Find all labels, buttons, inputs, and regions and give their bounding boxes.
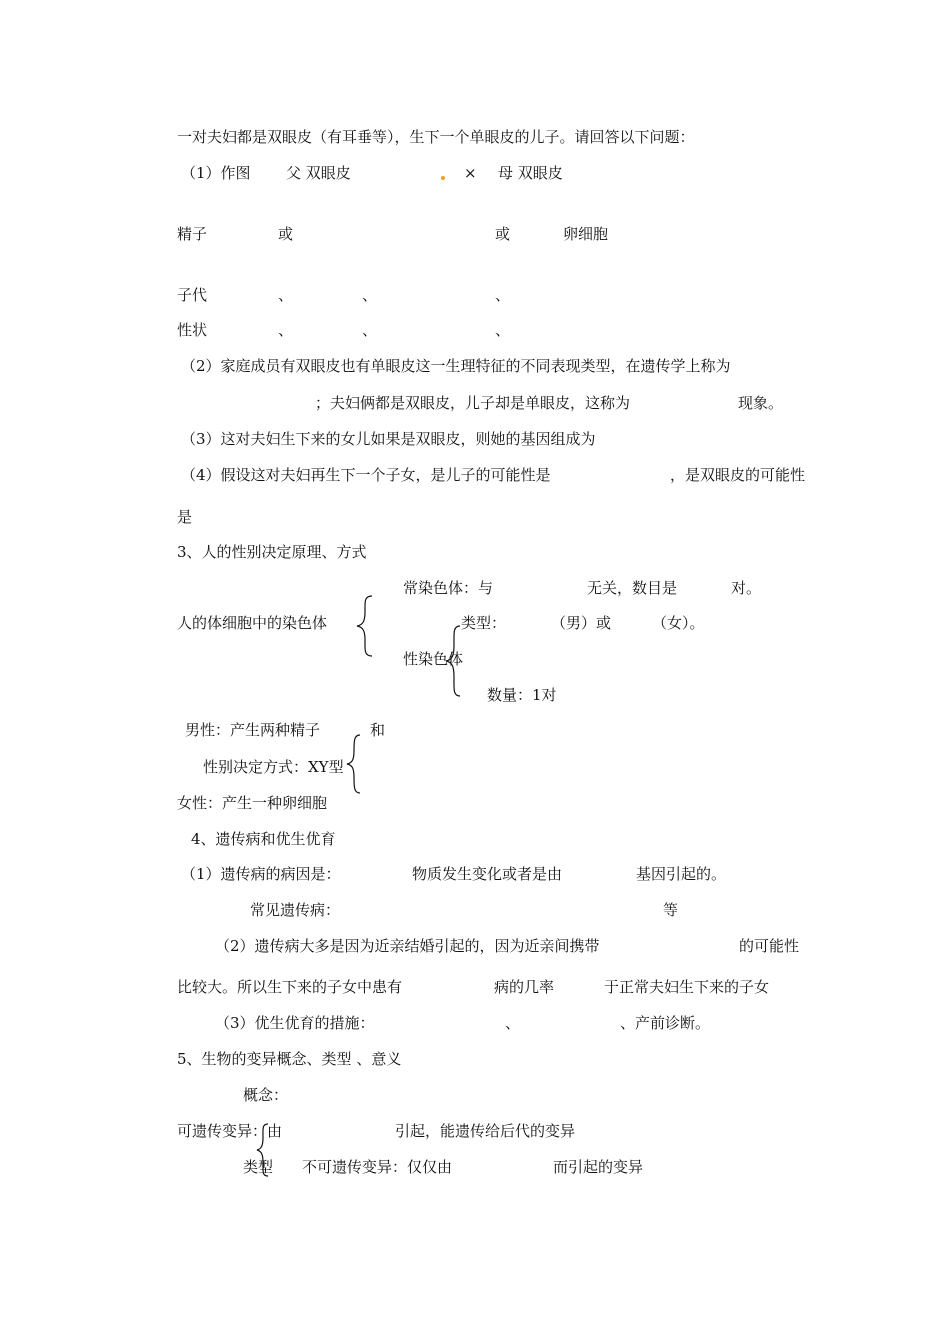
q3-text: （3）这对夫妇生下来的女儿如果是双眼皮，则她的基因组成为	[181, 430, 596, 448]
q1-label: （1）作图	[181, 164, 251, 182]
intro-text: 一对夫妇都是双眼皮（有耳垂等），生下一个单眼皮的儿子。请回答以下问题：	[177, 128, 695, 146]
offspring-label: 子代	[177, 286, 208, 304]
male-label: （男）或	[551, 614, 612, 632]
d2-text-line2: 比较大。所以生下来的子女中患有	[177, 978, 403, 996]
section-4-heading: 4、遗传病和优生优育	[191, 830, 336, 848]
q2-text-end: 现象。	[738, 394, 784, 412]
sperm-label: 精子	[177, 225, 208, 243]
separator: 、	[362, 321, 378, 339]
egg-label: 卵细胞	[563, 225, 609, 243]
sex-chromosome-label: 性染色体	[403, 650, 464, 668]
or-label: 或	[495, 225, 511, 243]
nonheritable-variation-text: 不可遗传变异：仅仅由	[302, 1158, 453, 1176]
d2-text-cont: 的可能性	[739, 937, 800, 955]
curly-brace-icon	[344, 733, 364, 795]
separator: 、	[505, 1014, 521, 1032]
female-label: （女）。	[652, 614, 705, 632]
trait-label: 性状	[177, 321, 208, 339]
cross-symbol: ×	[464, 164, 477, 182]
q4-text: （4）假设这对夫妇再生下一个子女，是儿子的可能性是	[181, 466, 551, 484]
female-egg-text: 女性：产生一种卵细胞	[177, 794, 328, 812]
type-label: 类型：	[461, 614, 507, 632]
heritable-variation-text-end: 引起，能遗传给后代的变异	[395, 1122, 576, 1140]
d3-text-end: 、产前诊断。	[620, 1014, 711, 1032]
father-genotype: 父 双眼皮	[286, 164, 351, 182]
male-sperm-text: 男性：产生两种精子	[185, 721, 321, 739]
or-label: 或	[278, 225, 294, 243]
curly-brace-icon	[354, 594, 378, 658]
orange-dot-mark	[441, 176, 445, 180]
common-diseases-label: 常见遗传病：	[250, 901, 341, 919]
sex-determination-mode: 性别决定方式：XY型	[203, 758, 344, 776]
d2-text-line2-mid: 病的几率	[494, 978, 555, 996]
section-3-heading: 3、人的性别决定原理、方式	[177, 543, 367, 561]
d2-text: （2）遗传病大多是因为近亲结婚引起的，因为近亲间携带	[215, 937, 600, 955]
d1-text-end: 基因引起的。	[636, 865, 727, 883]
nonheritable-variation-text-end: 而引起的变异	[553, 1158, 644, 1176]
separator: 、	[495, 286, 511, 304]
q4-text-end: 是	[177, 508, 193, 526]
and-label: 和	[370, 721, 386, 739]
autosome-text-end: 对。	[731, 579, 762, 597]
mother-genotype: 母 双眼皮	[498, 164, 563, 182]
somatic-chromosome-label: 人的体细胞中的染色体	[177, 614, 328, 632]
separator: 、	[278, 286, 294, 304]
autosome-text-cont: 无关，数目是	[587, 579, 678, 597]
separator: 、	[278, 321, 294, 339]
d1-text: （1）遗传病的病因是：	[181, 865, 341, 883]
common-diseases-end: 等	[663, 901, 679, 919]
d1-text-cont: 物质发生变化或者是由	[412, 865, 563, 883]
quantity-label: 数量：1对	[487, 686, 557, 704]
section-5-heading: 5、生物的变异概念、类型 、意义	[177, 1050, 402, 1068]
separator: 、	[362, 286, 378, 304]
type-label-2: 类型	[243, 1158, 274, 1176]
heritable-variation-text: 可遗传变异：由	[177, 1122, 283, 1140]
q2-text: （2）家庭成员有双眼皮也有单眼皮这一生理特征的不同表现类型，在遗传学上称为	[181, 357, 731, 375]
autosome-text: 常染色体：与	[403, 579, 494, 597]
separator: 、	[495, 321, 511, 339]
concept-label: 概念：	[243, 1086, 289, 1104]
d2-text-line2-end: 于正常夫妇生下来的子女	[604, 978, 770, 996]
d3-text: （3）优生优育的措施：	[215, 1014, 375, 1032]
q4-text-cont: ，是双眼皮的可能性	[670, 466, 806, 484]
q2-text-cont: ；夫妇俩都是双眼皮，儿子却是单眼皮，这称为	[315, 394, 631, 412]
curly-brace-icon	[443, 624, 465, 698]
